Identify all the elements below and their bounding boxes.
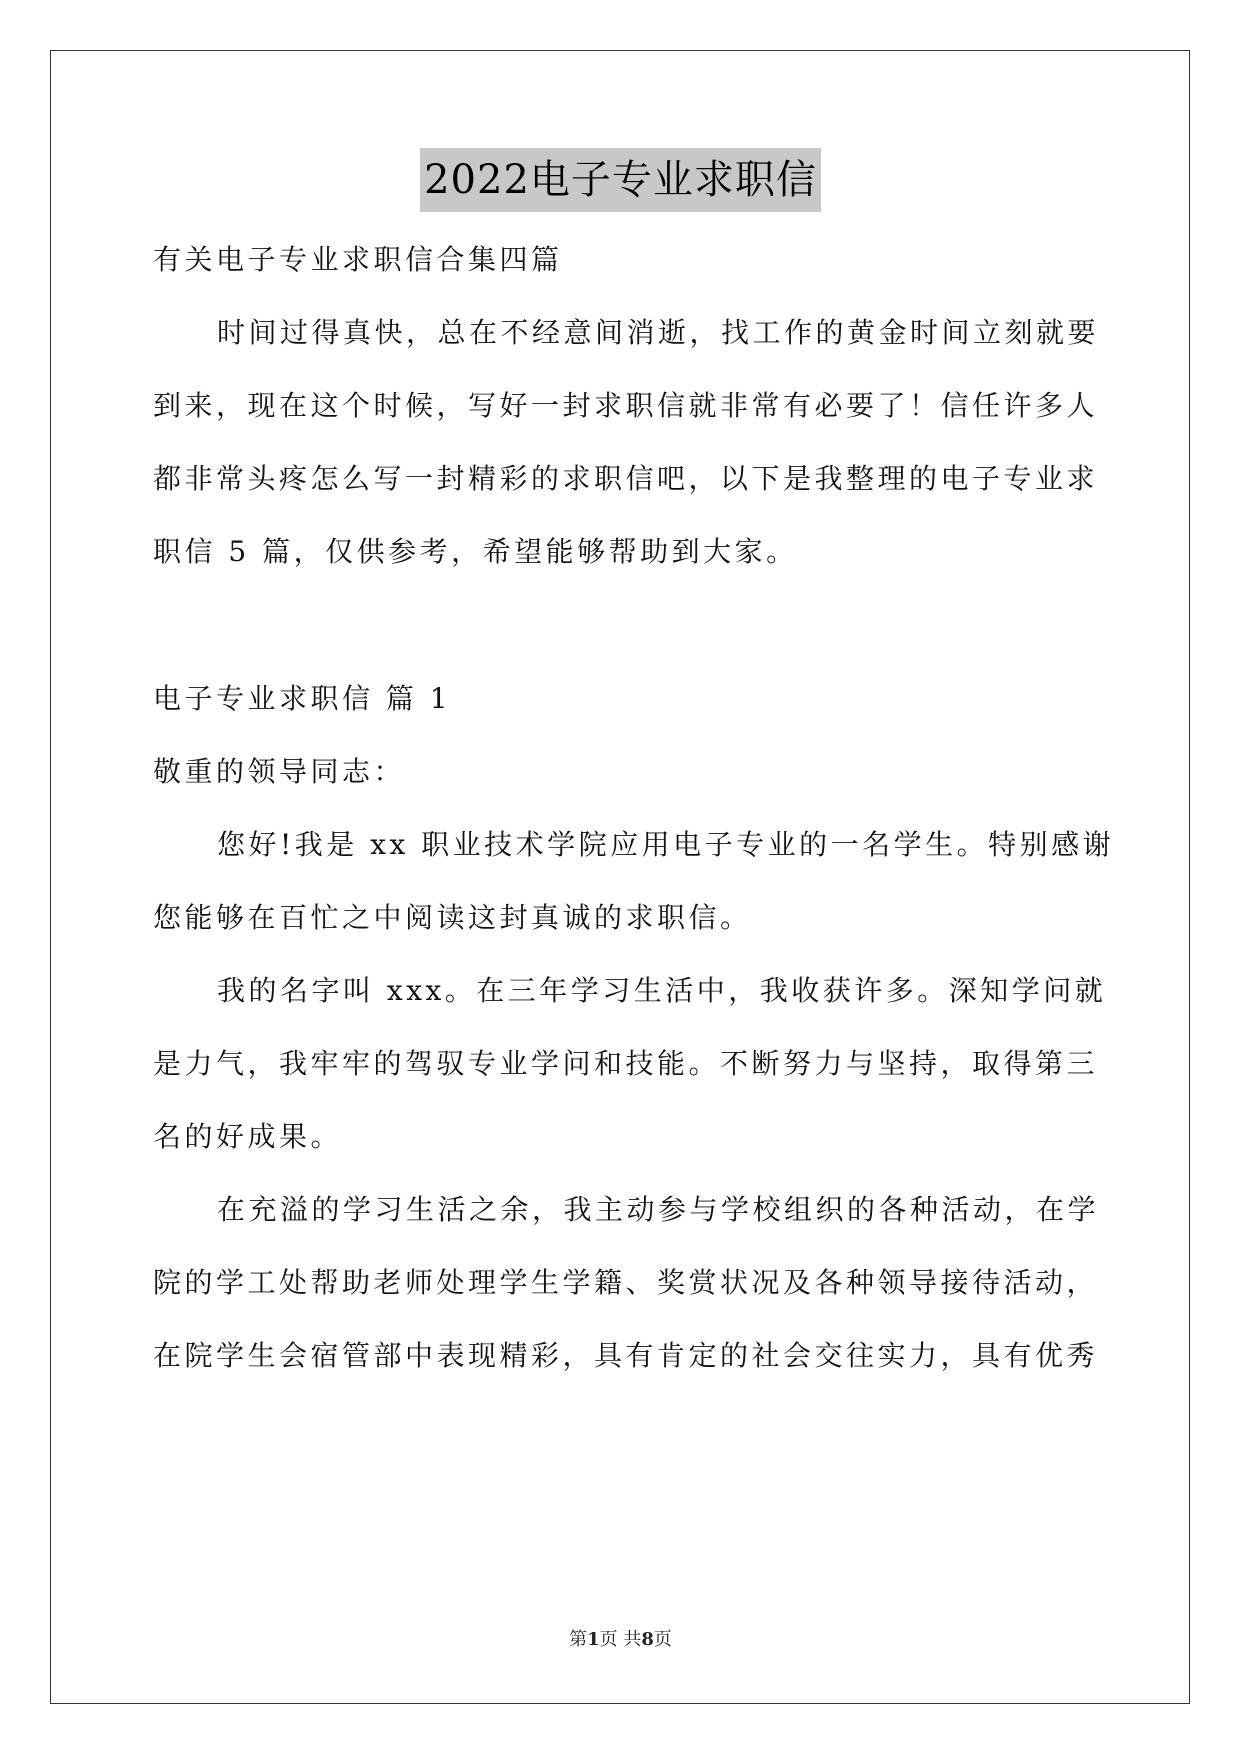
title-container (0, 148, 1241, 212)
para2-line-2: 是力气，我牢牢的驾驭专业学问和技能。不断努力与坚持，取得第三 (153, 1047, 1099, 1080)
document-title: 2022电子专业求职信 (420, 148, 821, 212)
salutation: 敬重的领导同志： (153, 755, 406, 788)
para2-line-3: 名的好成果。 (153, 1120, 343, 1153)
footer-suffix: 页 (653, 1629, 672, 1650)
para2-line-1: 我的名字叫 xxx。在三年学习生活中，我收获许多。深知学问就 (217, 974, 1107, 1007)
para1-line-2: 您能够在百忙之中阅读这封真诚的求职信。 (153, 901, 752, 934)
subtitle: 有关电子专业求职信合集四篇 (153, 243, 563, 276)
section-heading: 电子专业求职信 篇 1 (153, 682, 452, 715)
footer-prefix: 第 (569, 1629, 588, 1650)
intro-line-3: 都非常头疼怎么写一封精彩的求职信吧，以下是我整理的电子专业求 (153, 462, 1099, 495)
footer-mid: 页 共 (599, 1629, 642, 1650)
intro-line-4: 职信 5 篇，仅供参考，希望能够帮助到大家。 (153, 535, 798, 568)
para3-line-1: 在充溢的学习生活之余，我主动参与学校组织的各种活动，在学 (217, 1193, 1100, 1226)
page-footer (0, 1628, 1241, 1652)
page-border (50, 50, 1190, 1704)
para1-line-1: 您好!我是 xx 职业技术学院应用电子专业的一名学生。特别感谢 (217, 828, 1115, 861)
para3-line-3: 在院学生会宿管部中表现精彩，具有肯定的社会交往实力，具有优秀 (153, 1339, 1099, 1372)
intro-line-2: 到来，现在这个时候，写好一封求职信就非常有必要了！信任许多人 (153, 389, 1099, 422)
para3-line-2: 院的学工处帮助老师处理学生学籍、奖赏状况及各种领导接待活动， (153, 1266, 1099, 1299)
intro-line-1: 时间过得真快，总在不经意间消逝，找工作的黄金时间立刻就要 (217, 316, 1100, 349)
total-pages: 8 (641, 1629, 654, 1650)
current-page-number: 1 (587, 1629, 600, 1650)
